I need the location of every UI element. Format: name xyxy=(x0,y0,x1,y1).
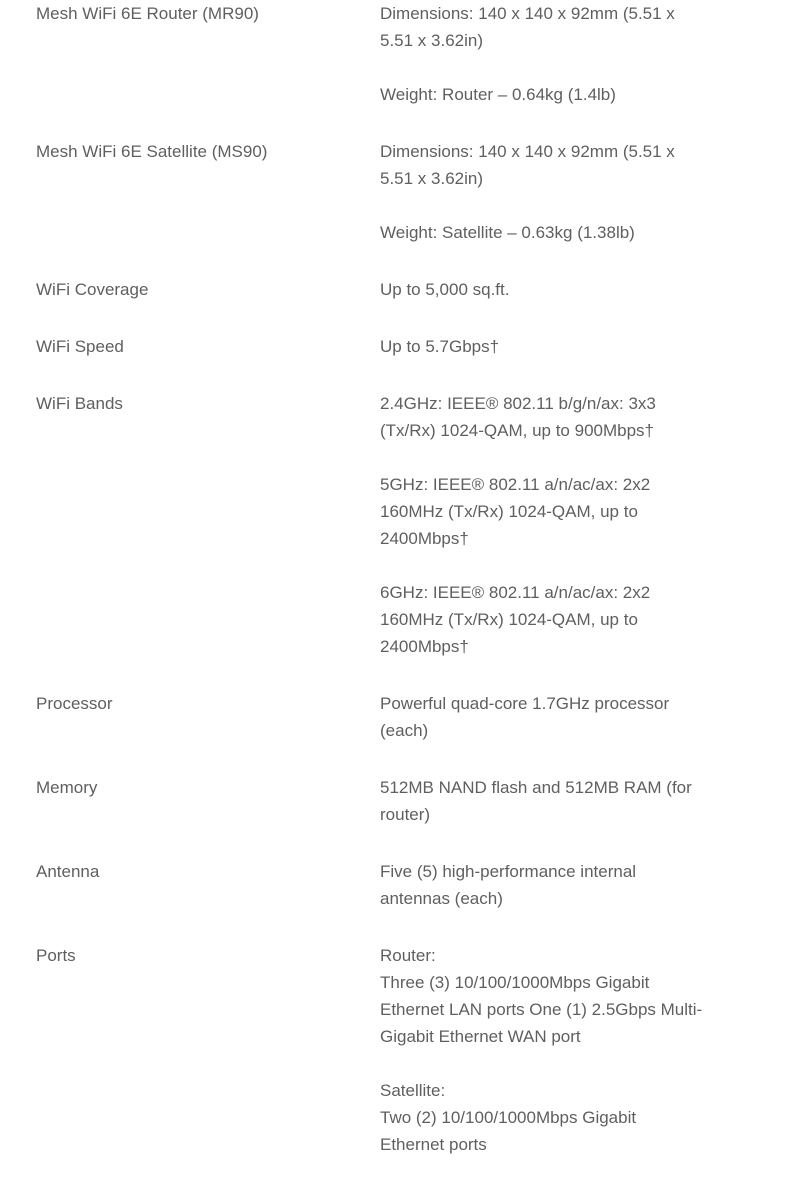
spec-value-paragraph xyxy=(380,858,740,912)
spec-value-line: Up to 5,000 sq.ft. xyxy=(380,280,510,299)
spec-row xyxy=(0,942,796,1188)
spec-row xyxy=(0,276,796,333)
spec-value-line: 6GHz: IEEE® 802.11 a/n/ac/ax: 2x2 xyxy=(380,583,651,602)
spec-value-line: (each) xyxy=(380,721,429,740)
spec-value-line: 160MHz (Tx/Rx) 1024-QAM, up to xyxy=(380,610,638,629)
spec-value-line: 2400Mbps† xyxy=(380,529,469,548)
spec-value xyxy=(380,276,740,303)
spec-value-line: Dimensions: 140 x 140 x 92mm (5.51 x xyxy=(380,142,675,161)
spec-value-line: Ethernet LAN ports One (1) 2.5Gbps Multi- xyxy=(380,1000,703,1019)
spec-row xyxy=(0,333,796,390)
spec-label: Memory xyxy=(36,778,98,797)
spec-value-line: Router: xyxy=(380,946,436,965)
spec-value-line: Dimensions: 140 x 140 x 92mm (5.51 x xyxy=(380,4,675,23)
spec-row xyxy=(0,138,796,276)
spec-value-line: Up to 5.7Gbps† xyxy=(380,337,500,356)
spec-value-line: 5.51 x 3.62in) xyxy=(380,31,484,50)
spec-value-paragraph xyxy=(380,390,740,444)
spec-value xyxy=(380,858,740,912)
spec-label: WiFi Coverage xyxy=(36,280,149,299)
spec-row xyxy=(0,0,796,138)
spec-value xyxy=(380,138,740,246)
spec-value-line: Five (5) high-performance internal xyxy=(380,862,637,881)
spec-value xyxy=(380,390,740,660)
spec-row xyxy=(0,390,796,690)
spec-value-line: router) xyxy=(380,805,431,824)
spec-label: Processor xyxy=(36,694,113,713)
spec-value-line: 2.4GHz: IEEE® 802.11 b/g/n/ax: 3x3 xyxy=(380,394,656,413)
spec-label: Mesh WiFi 6E Router (MR90) xyxy=(36,4,259,23)
spec-value-line: 5.51 x 3.62in) xyxy=(380,169,484,188)
spec-value-line: 5GHz: IEEE® 802.11 a/n/ac/ax: 2x2 xyxy=(380,475,651,494)
spec-value-line: Weight: Router – 0.64kg (1.4lb) xyxy=(380,85,616,104)
spec-label: WiFi Speed xyxy=(36,337,124,356)
spec-value xyxy=(380,333,740,360)
spec-value xyxy=(380,690,740,744)
spec-value-paragraph xyxy=(380,579,740,660)
spec-value-paragraph xyxy=(380,942,740,1050)
spec-value-paragraph xyxy=(380,138,740,192)
spec-value-line: 160MHz (Tx/Rx) 1024-QAM, up to xyxy=(380,502,638,521)
spec-value-paragraph xyxy=(380,276,740,303)
spec-value-line: 512MB NAND flash and 512MB RAM (for xyxy=(380,778,692,797)
spec-value-paragraph xyxy=(380,471,740,552)
spec-value-line: Powerful quad-core 1.7GHz processor xyxy=(380,694,670,713)
spec-row xyxy=(0,858,796,942)
spec-value-line: Satellite: xyxy=(380,1081,446,1100)
spec-row xyxy=(0,774,796,858)
spec-value-line: Ethernet ports xyxy=(380,1135,487,1154)
spec-value-line: Gigabit Ethernet WAN port xyxy=(380,1027,581,1046)
spec-value-paragraph xyxy=(380,690,740,744)
spec-value-paragraph xyxy=(380,81,740,108)
spec-value-paragraph xyxy=(380,333,740,360)
spec-value xyxy=(380,942,740,1158)
spec-label: WiFi Bands xyxy=(36,394,123,413)
spec-value-paragraph xyxy=(380,219,740,246)
spec-value-line: Two (2) 10/100/1000Mbps Gigabit xyxy=(380,1108,637,1127)
spec-label: Ports xyxy=(36,946,76,965)
spec-value xyxy=(380,774,740,828)
spec-label: Antenna xyxy=(36,862,100,881)
spec-value-line: Three (3) 10/100/1000Mbps Gigabit xyxy=(380,973,650,992)
spec-value-paragraph xyxy=(380,1077,740,1158)
spec-value-line: Weight: Satellite – 0.63kg (1.38lb) xyxy=(380,223,635,242)
spec-label: Mesh WiFi 6E Satellite (MS90) xyxy=(36,142,268,161)
spec-value-paragraph xyxy=(380,0,740,54)
spec-value-line: (Tx/Rx) 1024-QAM, up to 900Mbps† xyxy=(380,421,655,440)
spec-value xyxy=(380,0,740,108)
spec-value-line: 2400Mbps† xyxy=(380,637,469,656)
spec-value-paragraph xyxy=(380,774,740,828)
spec-value-line: antennas (each) xyxy=(380,889,503,908)
spec-row xyxy=(0,690,796,774)
